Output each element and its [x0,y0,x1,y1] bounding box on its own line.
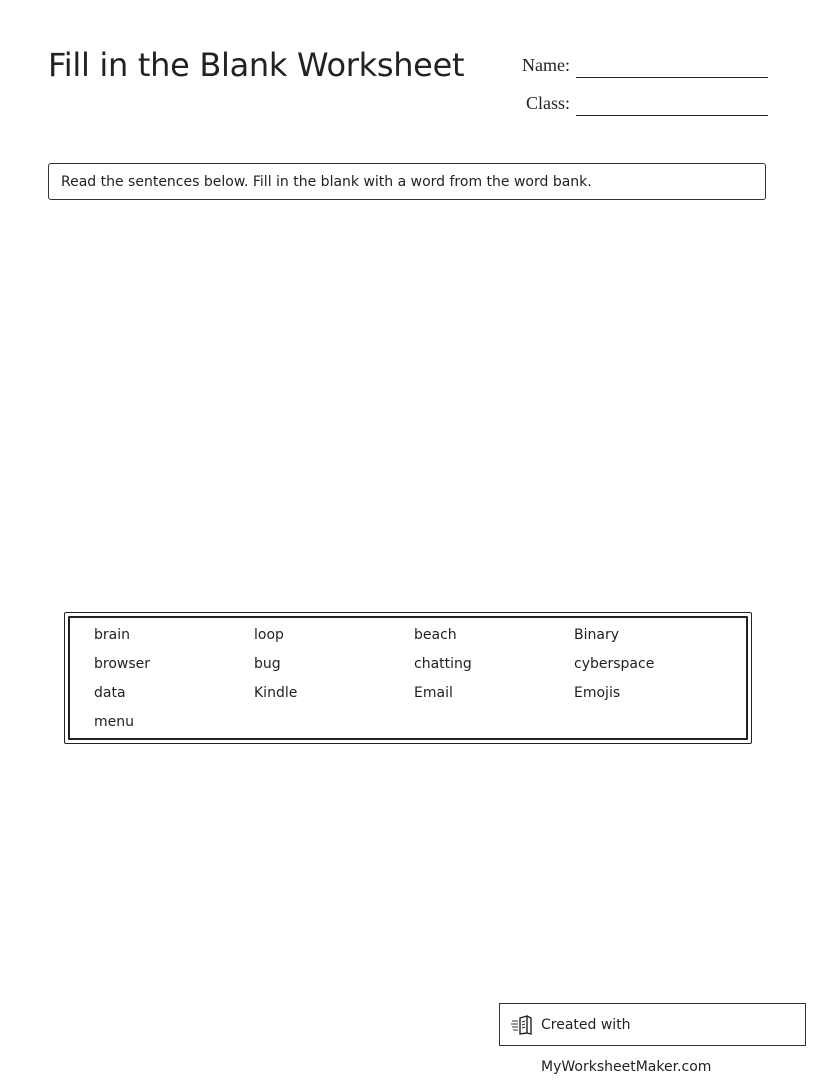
class-field [505,86,768,116]
word-bank-word: Kindle [254,685,298,701]
word-bank-word: menu [94,714,134,730]
word-bank-word: brain [94,627,130,643]
worksheet-title: Fill in the Blank Worksheet [48,46,465,84]
footer-credit[interactable] [499,1003,806,1075]
word-bank-word: loop [254,627,284,643]
word-bank-word: beach [414,627,457,643]
name-field [505,48,768,78]
class-label: Class: [525,93,570,113]
word-bank-word: Binary [574,627,619,643]
word-bank-word: bug [254,656,281,672]
instructions-box: Read the sentences below. Fill in the blank with a word from the word bank. [48,163,766,200]
word-bank-word: browser [94,656,151,672]
footer-text: Created with MyWorksheetMaker.com [541,1017,712,1075]
book-icon [511,1015,535,1039]
word-bank-word: chatting [414,656,472,672]
name-line[interactable] [576,77,768,78]
word-bank [64,612,752,744]
name-label: Name: [522,55,570,75]
class-line[interactable] [576,115,768,116]
word-bank-word: cyberspace [574,656,655,672]
word-bank-inner-border [68,616,748,740]
word-bank-word: data [94,685,126,701]
word-bank-word: Email [414,685,453,701]
word-bank-word: Emojis [574,685,621,701]
